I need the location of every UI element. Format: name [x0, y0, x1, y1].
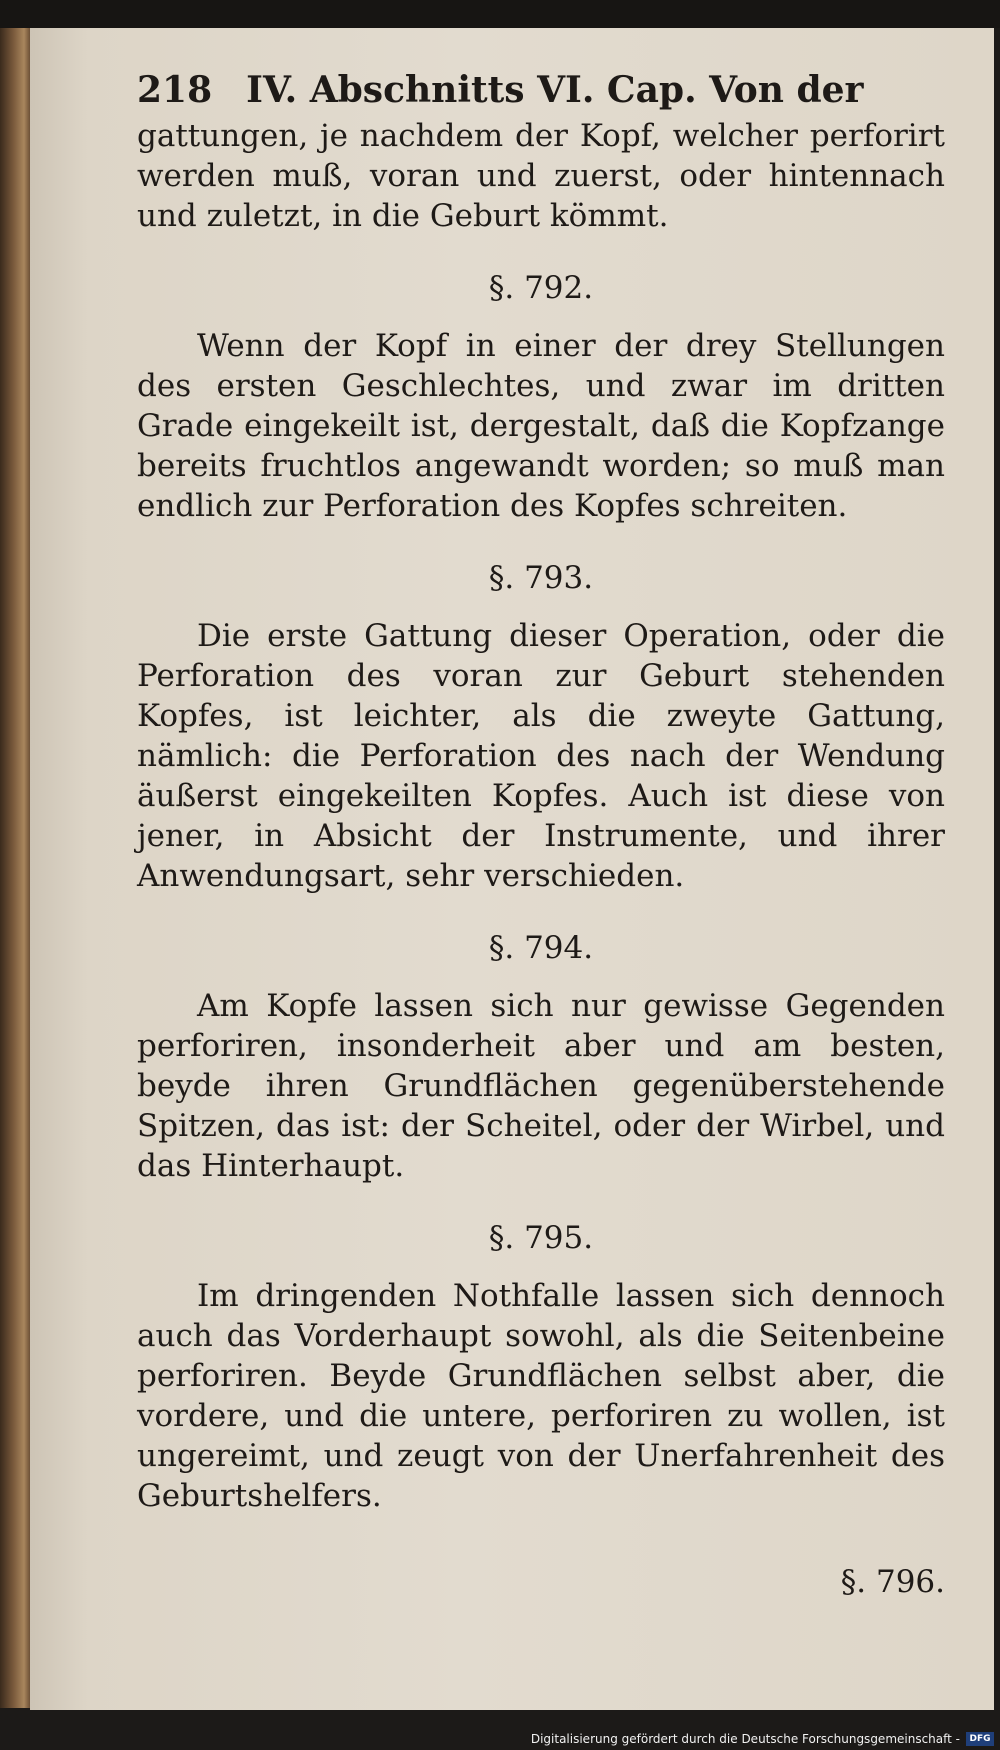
continuation-paragraph: gattungen, je nachdem der Kopf, welcher perforirt werden muß, voran und zuerst, oder hintennach und zuletzt, in die Geburt kömmt.	[137, 118, 945, 234]
section-number: §. 794.	[488, 930, 594, 966]
section-paragraph: Am Kopfe lassen sich nur gewisse Gegenden perforiren, insonderheit aber und am besten, beyde ihren Grundflächen gegenüberstehende Spitzen, das ist: der Scheitel, oder der Wirbel, und das Hinterhaupt.	[137, 988, 945, 1184]
dfg-logo: DFG	[966, 1732, 994, 1746]
running-title: IV. Abschnitts VI. Cap. Von der	[246, 69, 864, 111]
section-number: §. 795.	[488, 1220, 594, 1256]
scan-top-border	[0, 0, 1000, 28]
catchword: §. 796.	[840, 1564, 945, 1600]
digitization-credit: Digitalisierung gefördert durch die Deutsche Forschungsgemeinschaft -	[530, 1732, 960, 1746]
page-text	[137, 70, 945, 1602]
section-number: §. 793.	[488, 560, 594, 596]
book-binding-edge	[0, 28, 30, 1708]
page-number: 218	[137, 69, 213, 111]
page-header	[137, 70, 945, 110]
section-number: §. 792.	[488, 270, 594, 306]
section-paragraph: Die erste Gattung dieser Operation, oder die Perforation des voran zur Geburt stehenden Kopfes, ist leichter, als die zweyte Gattung, nämlich: die Perforation des nach der Wendung äußerst eingekeilten Kopfes. Auch ist diese von jener, in Absicht der Instrumente, und ihrer Anwendungsart, sehr verschieden.	[137, 618, 945, 894]
section-paragraph: Im dringenden Nothfalle lassen sich dennoch auch das Vorderhaupt sowohl, als die Seitenbeine perforiren. Beyde Grundflächen selbst aber, die vordere, und die untere, perforiren zu wollen, ist ungereimt, und zeugt von der Unerfahrenheit des Geburtshelfers.	[137, 1278, 945, 1514]
section-paragraph: Wenn der Kopf in einer der drey Stellungen des ersten Geschlechtes, und zwar im dritten Grade eingekeilt ist, dergestalt, daß die Kopfzange bereits fruchtlos angewandt worden; so muß man endlich zur Perforation des Kopfes schreiten.	[137, 328, 945, 524]
